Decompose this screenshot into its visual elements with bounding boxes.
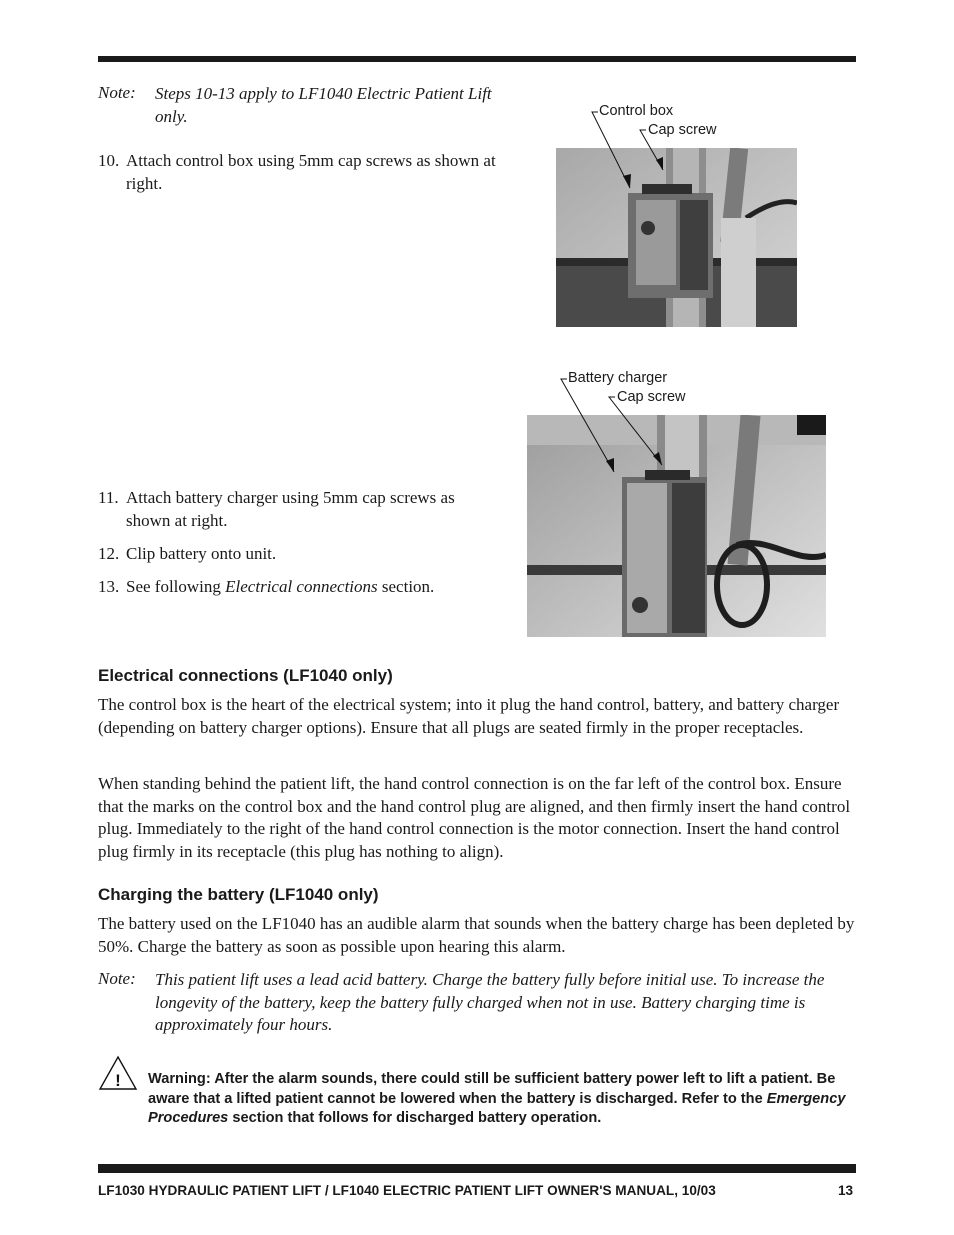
step-text: Attach battery charger using 5mm cap screws as shown at right.	[126, 488, 455, 530]
section-heading: Electrical connections (LF1040 only)	[98, 666, 393, 685]
warning-text-post: section that follows for discharged battery operation.	[228, 1110, 602, 1126]
figure-label-cap-screw: Cap screw	[648, 122, 717, 138]
step-number: 10.	[98, 151, 120, 170]
step-number: 13.	[98, 577, 120, 596]
step-text-post: section.	[377, 577, 435, 596]
figure-label-cap-screw: Cap screw	[617, 389, 686, 405]
figure1-leader-lines	[590, 110, 670, 190]
warning-text-pre: Warning: After the alarm sounds, there could still be sufficient battery power left to lift a patient. Be aware that a lifted patient cannot be lowered when the battery is discharged. Refer to the	[148, 1071, 836, 1107]
warning-text	[148, 1070, 860, 1129]
footer-title: LF1030 HYDRAULIC PATIENT LIFT / LF1040 ELECTRIC PATIENT LIFT OWNER'S MANUAL, 10/03	[98, 1183, 716, 1198]
page-number: 13	[838, 1183, 854, 1198]
figure-label-control-box: Control box	[599, 103, 674, 119]
header-rule	[98, 56, 856, 62]
electrical-connections-link-text: Electrical connections	[225, 577, 378, 596]
section-heading: Charging the battery (LF1040 only)	[98, 885, 379, 904]
step-text	[126, 576, 506, 599]
note-text: This patient lift uses a lead acid battery. Charge the battery fully before initial use. To increase the longevity of the battery, keep the battery fully charged when not in use. Battery charging time is approximately four hours.	[155, 970, 825, 1034]
paragraph: The battery used on the LF1040 has an audible alarm that sounds when the battery charge has been depleted by 50%. Charge the battery as soon as possible upon hearing this alarm.	[98, 914, 855, 956]
step-number: 11.	[98, 488, 119, 507]
note-label: Note:	[98, 969, 136, 988]
paragraph: When standing behind the patient lift, the hand control connection is on the far left of the control box. Ensure that the marks on the control box and the hand control plug are aligned, and then firmly insert the hand control plug. Immediately to the right of the hand control connection is the motor connection. Insert the hand control plug firmly in its receptacle (this plug has nothing to align).	[98, 774, 851, 861]
emergency-procedures-text: Emergency Procedures	[148, 1090, 846, 1126]
step-number: 12.	[98, 544, 120, 563]
step-text: Clip battery onto unit.	[126, 544, 277, 563]
figure2-leader-lines	[559, 377, 669, 477]
warning-icon-glyph: !	[115, 1071, 121, 1090]
warning-triangle-icon	[98, 1055, 138, 1091]
footer-rule	[98, 1164, 856, 1173]
note-label: Note:	[98, 83, 136, 102]
note-text: Steps 10-13 apply to LF1040 Electric Patient Lift only.	[155, 84, 492, 126]
step-text: Attach control box using 5mm cap screws as shown at right.	[126, 151, 496, 193]
paragraph: The control box is the heart of the electrical system; into it plug the hand control, battery, and battery charger (depending on battery charger options). Ensure that all plugs are seated firmly in the proper receptacles.	[98, 695, 840, 737]
step-text-pre: See following	[126, 577, 226, 596]
figure-label-battery-charger: Battery charger	[568, 370, 668, 386]
